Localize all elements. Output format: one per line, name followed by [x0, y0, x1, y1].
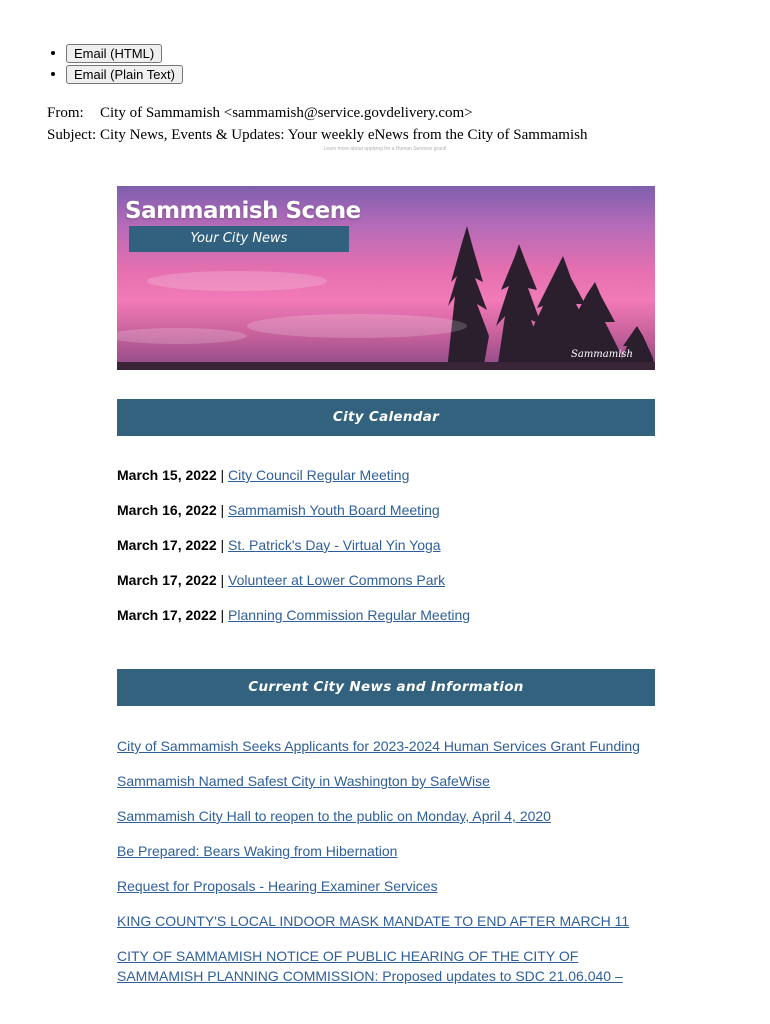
- news-link[interactable]: Request for Proposals - Hearing Examiner Services: [117, 878, 438, 894]
- list-item: [66, 44, 183, 65]
- from-label: From:: [47, 105, 84, 121]
- banner-subtitle: Your City News: [129, 226, 349, 252]
- news-link[interactable]: CITY OF SAMMAMISH NOTICE OF PUBLIC HEARING OF THE CITY OF: [117, 948, 579, 964]
- subject-label: Subject:: [47, 127, 97, 143]
- separator: |: [216, 572, 229, 588]
- subject-value: City News, Events & Updates: Your weekly eNews from the City of Sammamish: [100, 127, 588, 143]
- separator: |: [216, 467, 229, 483]
- list-item: [66, 65, 183, 86]
- from-value: City of Sammamish <sammamish@service.govdelivery.com>: [100, 105, 473, 121]
- banner-title: Sammamish Scene: [125, 198, 361, 224]
- subject-line: [47, 126, 587, 144]
- event-date: March 15, 2022: [117, 467, 217, 483]
- email-plain-text-button[interactable]: Email (Plain Text): [66, 65, 183, 84]
- event-link[interactable]: City Council Regular Meeting: [228, 467, 410, 483]
- calendar-item: [117, 537, 441, 553]
- view-options-list: [48, 44, 183, 86]
- event-link[interactable]: Volunteer at Lower Commons Park: [228, 572, 446, 588]
- city-logo: Sammamish: [571, 349, 633, 360]
- separator: |: [216, 607, 229, 623]
- header-banner: [117, 186, 655, 370]
- calendar-item: [117, 572, 445, 588]
- news-link[interactable]: KING COUNTY'S LOCAL INDOOR MASK MANDATE TO END AFTER MARCH 11: [117, 913, 630, 929]
- preheader-text: Learn more about applying for a Human Services grant!: [323, 146, 447, 152]
- calendar-heading: City Calendar: [117, 399, 655, 436]
- news-heading: Current City News and Information: [117, 669, 655, 706]
- event-link[interactable]: St. Patrick's Day - Virtual Yin Yoga: [228, 537, 441, 553]
- calendar-item: [117, 467, 409, 483]
- event-link[interactable]: Planning Commission Regular Meeting: [228, 607, 471, 623]
- calendar-item: [117, 607, 470, 623]
- news-link[interactable]: Be Prepared: Bears Waking from Hibernation: [117, 843, 398, 859]
- event-date: March 17, 2022: [117, 572, 217, 588]
- news-link[interactable]: Sammamish City Hall to reopen to the public on Monday, April 4, 2020: [117, 808, 551, 824]
- from-line: [47, 104, 473, 122]
- news-link[interactable]: Sammamish Named Safest City in Washington by SafeWise: [117, 773, 490, 789]
- news-link[interactable]: City of Sammamish Seeks Applicants for 2023-2024 Human Services Grant Funding: [117, 738, 640, 754]
- separator: |: [216, 537, 229, 553]
- news-link[interactable]: SAMMAMISH PLANNING COMMISSION: Proposed updates to SDC 21.06.040 –: [117, 968, 623, 984]
- calendar-item: [117, 502, 440, 518]
- event-date: March 16, 2022: [117, 502, 217, 518]
- event-link[interactable]: Sammamish Youth Board Meeting: [228, 502, 440, 518]
- event-date: March 17, 2022: [117, 607, 217, 623]
- separator: |: [216, 502, 229, 518]
- event-date: March 17, 2022: [117, 537, 217, 553]
- email-html-button[interactable]: Email (HTML): [66, 44, 162, 63]
